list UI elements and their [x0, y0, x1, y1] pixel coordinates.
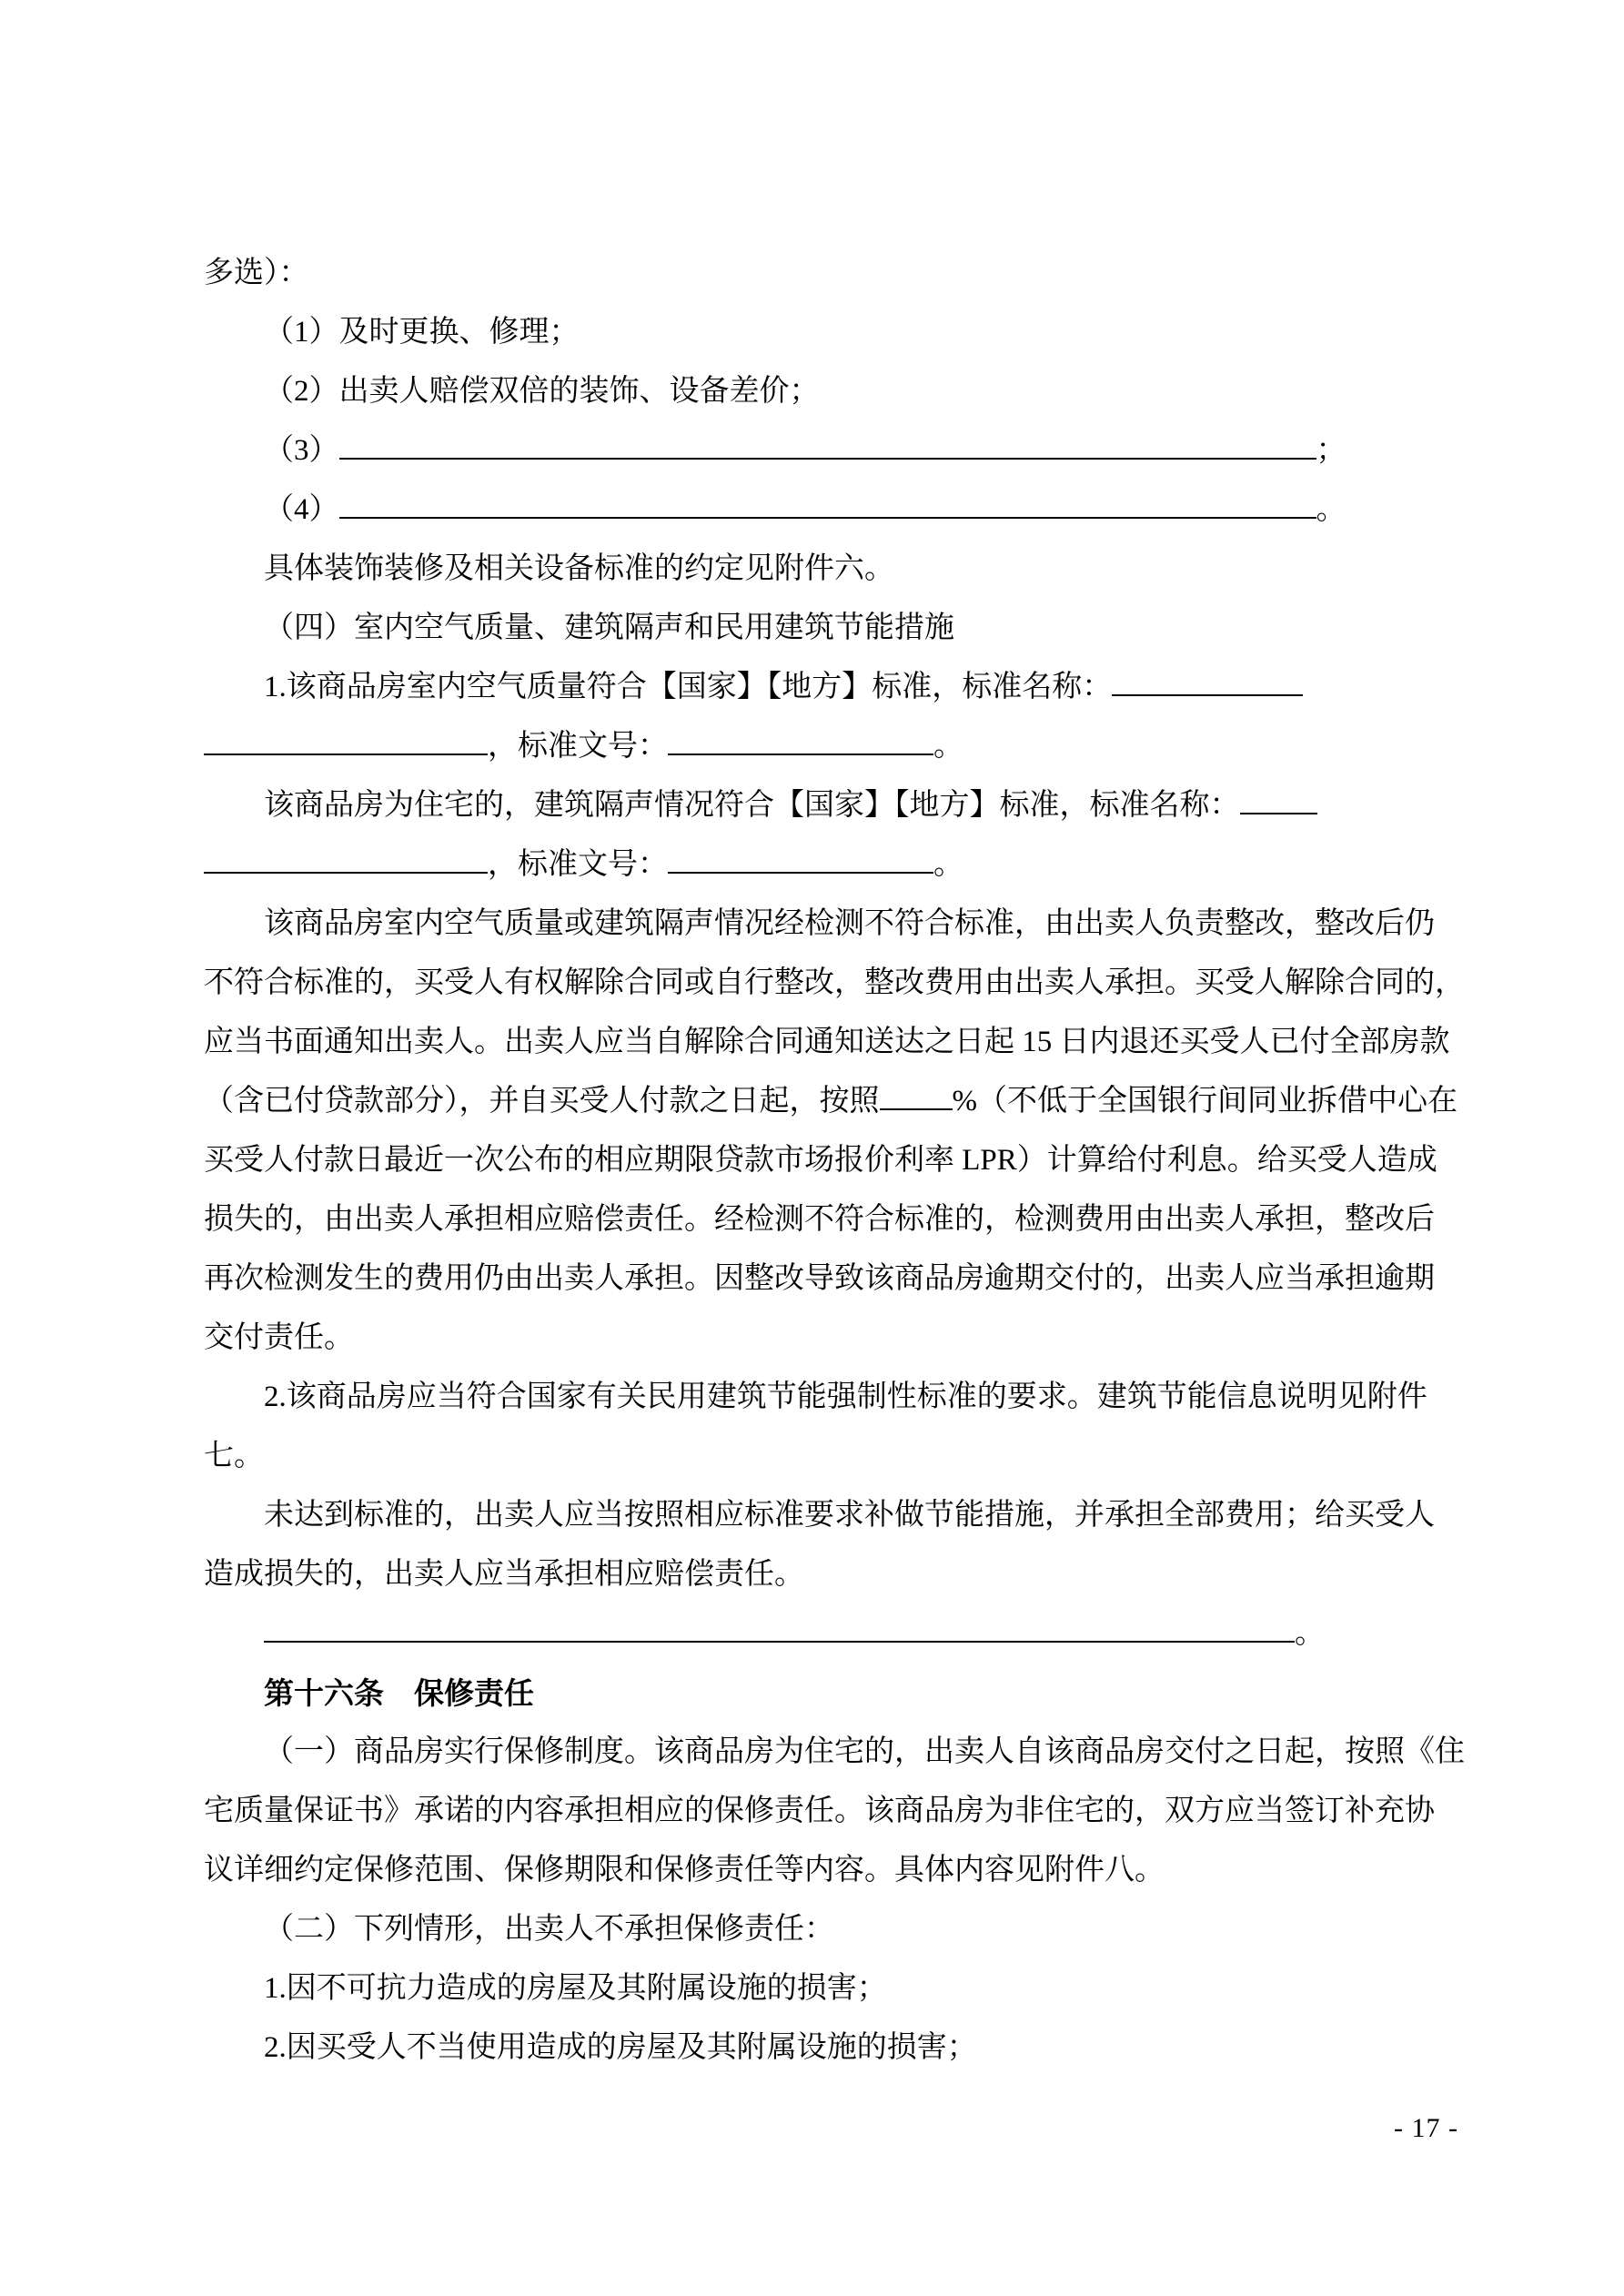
document-line [204, 480, 1478, 540]
text-run: （四）室内空气质量、建筑隔声和民用建筑节能措施 [264, 612, 954, 644]
text-run: 未达到标准的，出卖人应当按照相应标准要求补做节能措施，并承担全部费用；给买受人 [264, 1499, 1435, 1532]
fill-in-blank [1112, 666, 1303, 696]
fill-in-blank [204, 844, 488, 874]
text-run: 。 [933, 848, 963, 881]
text-run: ； [1316, 434, 1347, 467]
document-line [204, 1131, 1478, 1190]
text-run: 造成损失的，出卖人应当承担相应赔偿责任。 [204, 1558, 804, 1591]
text-run: ，标准文号： [488, 848, 668, 881]
fill-in-blank [339, 489, 1316, 519]
document-line [204, 1782, 1478, 1841]
text-run: 应当书面通知出卖人。出卖人应当自解除合同通知送达之日起 15 日内退还买受人已付全部房款 [204, 1026, 1450, 1058]
text-run: （3） [264, 434, 339, 467]
text-run: 交付责任。 [204, 1321, 354, 1354]
text-run: 该商品房为住宅的，建筑隔声情况符合【国家】【地方】标准，标准名称： [264, 789, 1240, 822]
text-run: 多选）： [204, 257, 309, 289]
document-line [204, 1309, 1478, 1368]
document-line [204, 1841, 1478, 1900]
document-line [204, 954, 1478, 1013]
document-line [204, 1190, 1478, 1249]
text-run: %（不低于全国银行间同业拆借中心在 [952, 1085, 1458, 1118]
text-run: 2.该商品房应当符合国家有关民用建筑节能强制性标准的要求。建筑节能信息说明见附件 [264, 1381, 1427, 1413]
text-run: 2.因买受人不当使用造成的房屋及其附属设施的损害； [264, 2031, 977, 2064]
text-run: 再次检测发生的费用仍由出卖人承担。因整改导致该商品房逾期交付的，出卖人应当承担逾期 [204, 1262, 1435, 1295]
document-line [204, 658, 1478, 717]
document-line [204, 421, 1478, 480]
document-line [204, 599, 1478, 658]
document-line [204, 1604, 1478, 1664]
text-run: 。 [1295, 1617, 1325, 1650]
document-line [204, 776, 1478, 835]
text-run: （含已付贷款部分），并自买受人付款之日起，按照 [204, 1085, 880, 1118]
document-line [204, 1723, 1478, 1782]
fill-in-blank [204, 725, 488, 755]
document-line [204, 1249, 1478, 1309]
text-run: 。 [1316, 493, 1347, 526]
document-line [204, 1545, 1478, 1604]
text-run: （一）商品房实行保修制度。该商品房为住宅的，出卖人自该商品房交付之日起，按照《住 [264, 1735, 1465, 1768]
document-line [204, 1900, 1478, 1959]
document-line [204, 1013, 1478, 1072]
text-run: 买受人付款日最近一次公布的相应期限贷款市场报价利率 LPR）计算给付利息。给买受人造成 [204, 1144, 1437, 1177]
text-run: 。 [933, 730, 963, 763]
page-number: - 17 - [1394, 2113, 1458, 2143]
section-heading [204, 1664, 1478, 1723]
document-line [204, 244, 1478, 303]
document-line [204, 2018, 1478, 2078]
text-run: 损失的，由出卖人承担相应赔偿责任。经检测不符合标准的，检测费用由出卖人承担，整改后 [204, 1203, 1435, 1236]
text-run: 不符合标准的，买受人有权解除合同或自行整改，整改费用由出卖人承担。买受人解除合同的， [204, 966, 1465, 999]
text-run: 议详细约定保修范围、保修期限和保修责任等内容。具体内容见附件八。 [204, 1854, 1165, 1886]
text-run: 宅质量保证书》承诺的内容承担相应的保修责任。该商品房为非住宅的，双方应当签订补充协 [204, 1795, 1435, 1827]
text-run: 该商品房室内空气质量或建筑隔声情况经检测不符合标准，由出卖人负责整改，整改后仍 [264, 907, 1435, 940]
fill-in-blank [264, 1613, 1295, 1643]
fill-in-blank [880, 1080, 953, 1110]
document-line [204, 1427, 1478, 1486]
document-line [204, 895, 1478, 954]
document-line [204, 303, 1478, 362]
text-run: 1.因不可抗力造成的房屋及其附属设施的损害； [264, 1972, 887, 2005]
document-line [204, 1486, 1478, 1545]
text-run: （2）出卖人赔偿双倍的装饰、设备差价； [264, 375, 820, 408]
text-run: 1.该商品房室内空气质量符合【国家】【地方】标准，标准名称： [264, 671, 1113, 703]
document-line [204, 540, 1478, 599]
text-run: 七。 [204, 1440, 264, 1472]
text-run: （4） [264, 493, 339, 526]
text-run: （二）下列情形，出卖人不承担保修责任： [264, 1913, 834, 1946]
text-run: （1）及时更换、修理； [264, 316, 580, 349]
fill-in-blank [1240, 784, 1317, 814]
document-line [204, 1959, 1478, 2018]
fill-in-blank [668, 844, 933, 874]
document-line [204, 1072, 1478, 1131]
document-line [204, 1368, 1478, 1427]
text-run: 具体装饰装修及相关设备标准的约定见附件六。 [264, 552, 894, 585]
fill-in-blank [339, 430, 1316, 460]
fill-in-blank [668, 725, 933, 755]
document-line [204, 362, 1478, 421]
text-run: 第十六条 保修责任 [264, 1676, 534, 1710]
document-body [204, 244, 1478, 2078]
document-line [204, 717, 1478, 776]
document-line [204, 835, 1478, 895]
text-run: ，标准文号： [488, 730, 668, 763]
